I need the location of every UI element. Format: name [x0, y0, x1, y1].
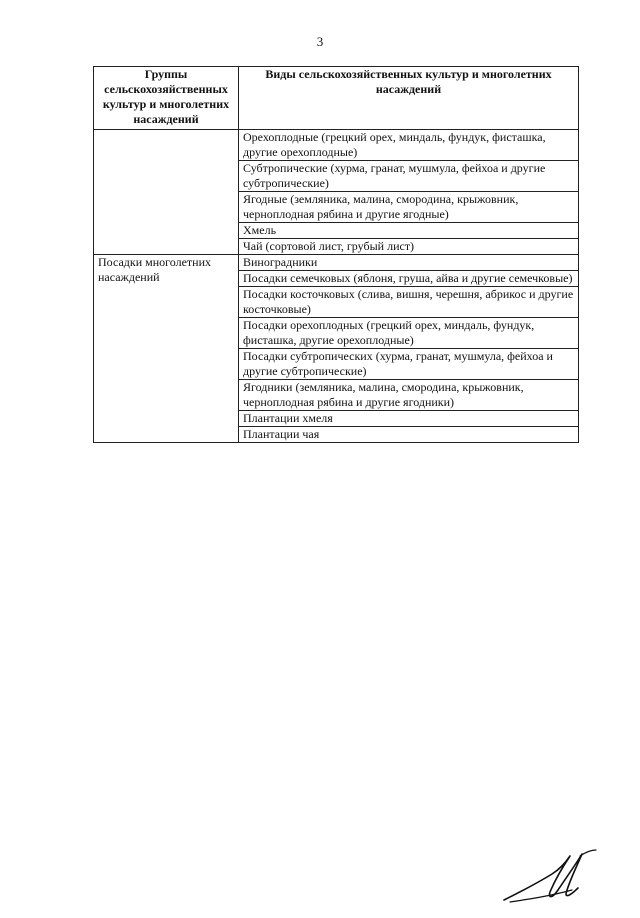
group-cell-continued: [94, 130, 239, 255]
header-groups: Группы сельскохозяйственных культур и многолетних насаждений: [94, 67, 239, 130]
crop-type-cell: Посадки косточковых (слива, вишня, черешня, абрикос и другие косточковые): [239, 287, 579, 318]
crop-type-cell: Посадки орехоплодных (грецкий орех, миндаль, фундук, фисташка, другие орехоплодные): [239, 318, 579, 349]
crop-type-cell: Плантации чая: [239, 427, 579, 443]
crop-type-cell: Плантации хмеля: [239, 411, 579, 427]
page-number: 3: [316, 34, 324, 49]
crop-type-cell: Посадки субтропических (хурма, гранат, мушмула, фейхоа и другие субтропические): [239, 349, 579, 380]
crop-type-cell: Хмель: [239, 223, 579, 239]
table-row: [94, 255, 579, 271]
handwritten-signature: [500, 844, 600, 906]
crop-type-cell: Субтропические (хурма, гранат, мушмула, фейхоа и другие субтропические): [239, 161, 579, 192]
table-header-row: [94, 67, 579, 130]
group-cell-perennial: Посадки многолетних насаждений: [94, 255, 239, 443]
crop-type-cell: Ягодники (земляника, малина, смородина, крыжовник, черноплодная рябина и другие ягодники): [239, 380, 579, 411]
crop-type-cell: Орехоплодные (грецкий орех, миндаль, фундук, фисташка, другие орехоплодные): [239, 130, 579, 161]
crop-type-cell: Ягодные (земляника, малина, смородина, крыжовник, черноплодная рябина и другие ягодные): [239, 192, 579, 223]
crop-type-cell: Посадки семечковых (яблоня, груша, айва и другие семечковые): [239, 271, 579, 287]
header-types: Виды сельскохозяйственных культур и многолетних насаждений: [239, 67, 579, 130]
crops-table: [93, 66, 579, 443]
crop-type-cell: Виноградники: [239, 255, 579, 271]
table-row: [94, 130, 579, 161]
crop-type-cell: Чай (сортовой лист, грубый лист): [239, 239, 579, 255]
